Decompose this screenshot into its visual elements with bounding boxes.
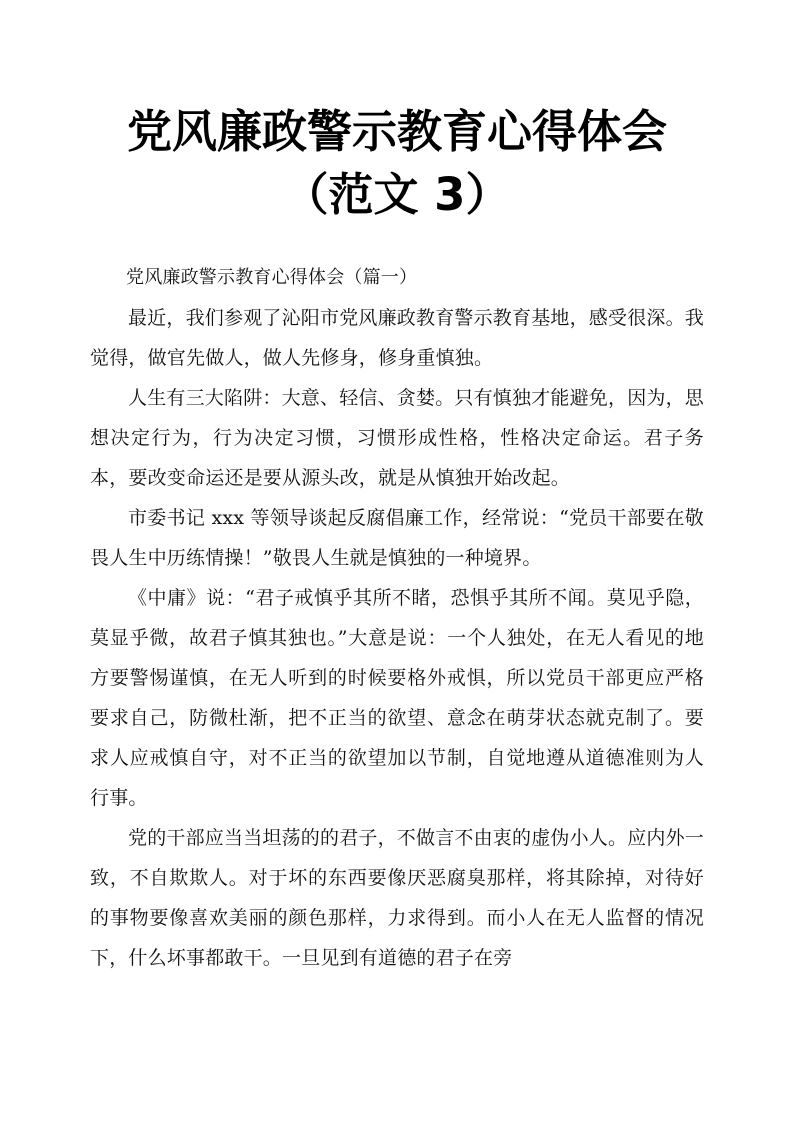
paragraph: 人生有三大陷阱：大意、轻信、贪婪。只有慎独才能避免，因为，思想决定行为，行为决定习惯，习惯形成性格，性格决定命运。君子务本，要改变命运还是要从源头改，就是从慎独开始改起。: [90, 387, 705, 489]
document-title-line-1: 党风廉政警示教育心得体会: [126, 105, 667, 158]
document-body: [90, 258, 704, 978]
paragraph: 党的干部应当当坦荡的的君子，不做言不由衷的虚伪小人。应内外一致，不自欺欺人。对于坏的东西要像厌恶腐臭那样，将其除掉，对待好的事物要像喜欢美丽的颜色那样，力求得到。而小人在无人监督的情况下，什么坏事都敢干。一旦见到有道德的君子在旁: [90, 827, 705, 969]
document-title-line-2: （范文 3）: [283, 168, 511, 221]
section-heading: 党风廉政警示教育心得体会（篇一）: [126, 267, 418, 288]
paragraph: 《中庸》说：“君子戒慎乎其所不睹，恐惧乎其所不闻。莫见乎隐，莫显乎微，故君子慎其独也。”大意是说：一个人独处，在无人看见的地方要警惕谨慎，在无人听到的时候要格外戒惧，所以党员干部更应严格要求自己，防微杜渐，把不正当的欲望、意念在萌芽状态就克制了。要求人应戒慎自守，对不正当的欲望加以节制，自觉地遵从道德准则为人行事。: [90, 587, 704, 809]
paragraph: 市委书记 xxx 等领导谈起反腐倡廉工作，经常说：“党员干部要在敬畏人生中历练情操！”敬畏人生就是慎独的一种境界。: [90, 507, 704, 569]
paragraph: 最近，我们参观了沁阳市党风廉政教育警示教育基地，感受很深。我觉得，做官先做人，做人先修身，修身重慎独。: [90, 307, 705, 369]
